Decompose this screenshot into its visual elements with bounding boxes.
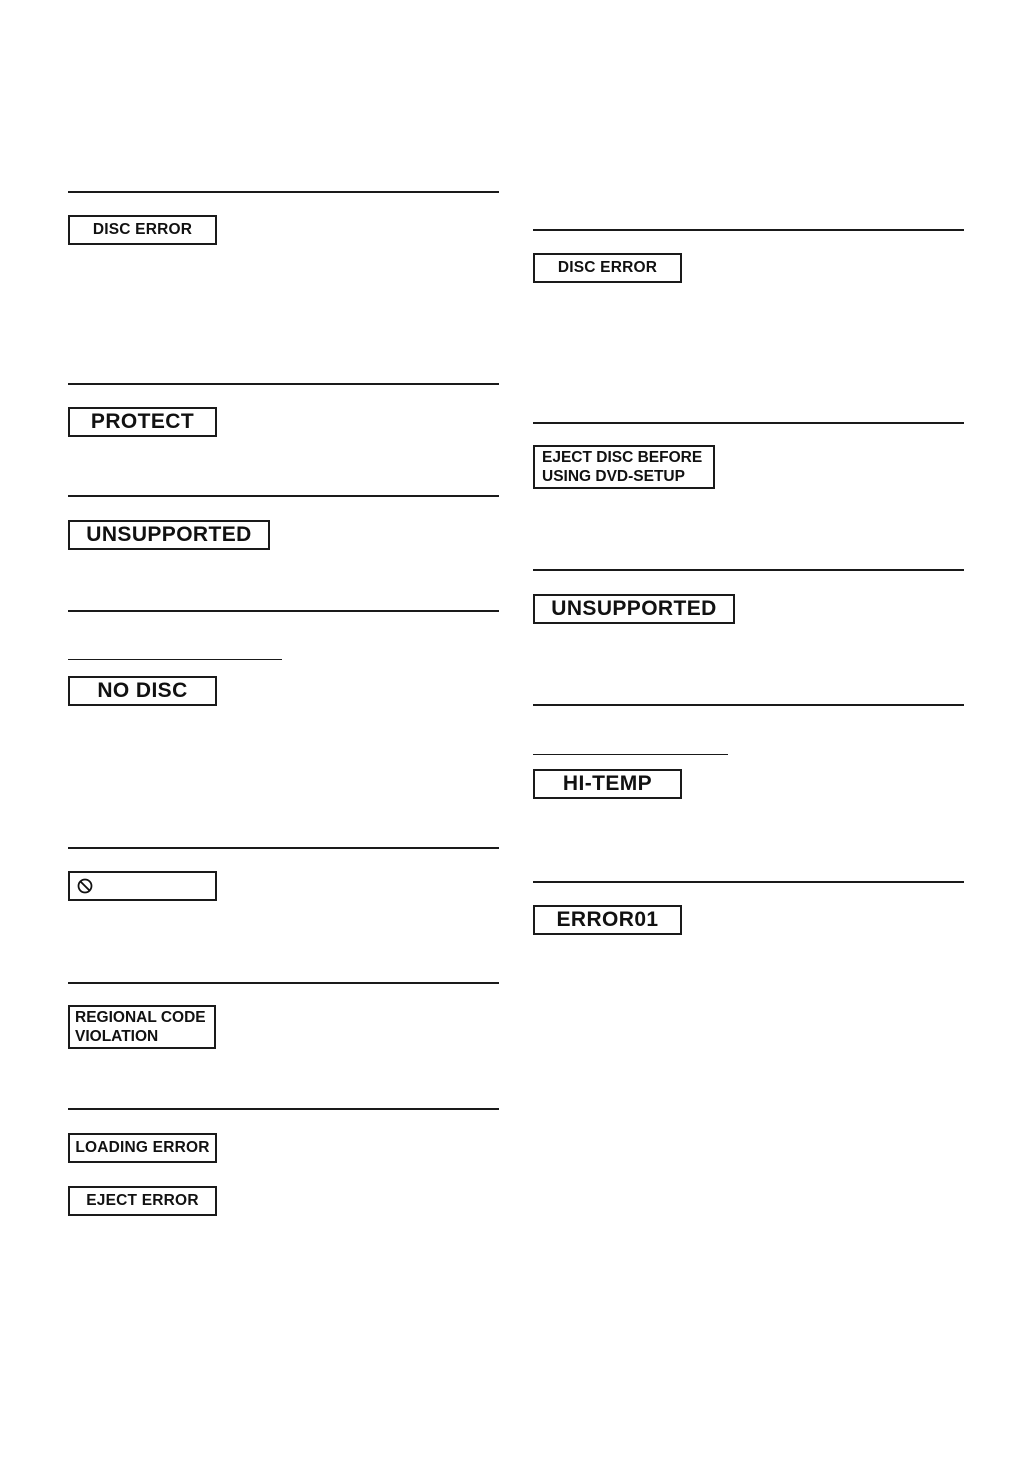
- display-message-regional-code-violation: [68, 1005, 216, 1049]
- display-message-disc-error: DISC ERROR: [533, 253, 682, 283]
- section-divider: [533, 704, 964, 706]
- display-message-hi-temp: HI-TEMP: [533, 769, 682, 799]
- section-divider: [533, 881, 964, 883]
- section-divider: [68, 610, 499, 612]
- display-message-error01: ERROR01: [533, 905, 682, 935]
- display-message-disc-error: DISC ERROR: [68, 215, 217, 245]
- message-line: REGIONAL CODE: [75, 1009, 206, 1026]
- section-divider: [68, 383, 499, 385]
- display-message-unsupported: UNSUPPORTED: [533, 594, 735, 624]
- display-message-prohibited: [68, 871, 217, 901]
- prohibited-icon: [77, 878, 93, 894]
- display-message-unsupported: UNSUPPORTED: [68, 520, 270, 550]
- section-divider: [533, 422, 964, 424]
- section-divider: [68, 847, 499, 849]
- message-line: USING DVD-SETUP: [542, 468, 685, 485]
- sub-divider: [68, 659, 282, 660]
- display-message-eject-error: EJECT ERROR: [68, 1186, 217, 1216]
- section-divider: [68, 982, 499, 984]
- sub-divider: [533, 754, 728, 755]
- section-divider: [533, 229, 964, 231]
- section-divider: [68, 495, 499, 497]
- section-divider: [68, 191, 499, 193]
- display-message-loading-error: LOADING ERROR: [68, 1133, 217, 1163]
- section-divider: [533, 569, 964, 571]
- display-message-eject-disc-before-setup: [533, 445, 715, 489]
- display-message-protect: PROTECT: [68, 407, 217, 437]
- section-divider: [68, 1108, 499, 1110]
- display-message-no-disc: NO DISC: [68, 676, 217, 706]
- message-line: VIOLATION: [75, 1028, 159, 1045]
- message-line: EJECT DISC BEFORE: [542, 449, 703, 466]
